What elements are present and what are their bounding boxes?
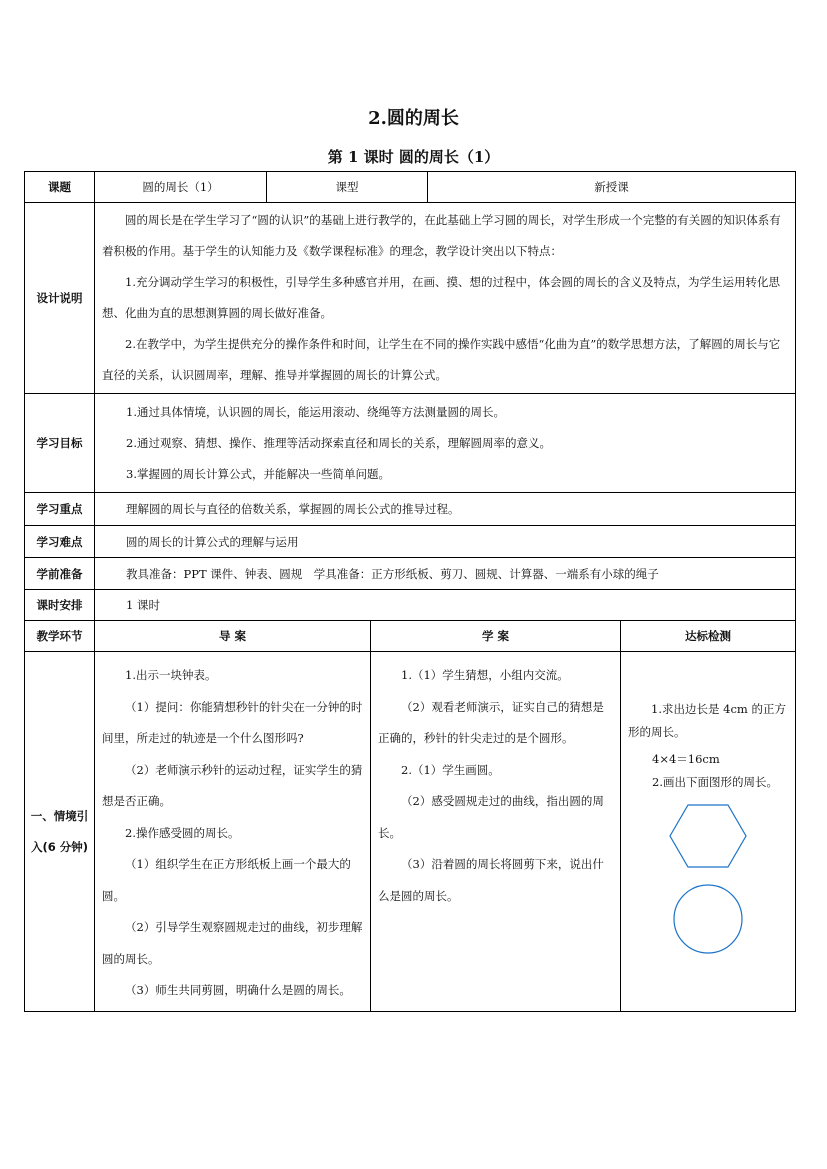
guide-line: （1）提问：你能猜想秒针的针尖在一分钟的时间里，所走过的轨迹是一个什么图形吗? bbox=[102, 699, 363, 745]
study-line: 2.（1）学生画圆。 bbox=[401, 762, 500, 777]
study-line: （2）感受圆规走过的曲线，指出圆的周长。 bbox=[378, 794, 604, 840]
prep-label: 学前准备 bbox=[25, 558, 95, 590]
check-line: 2.画出下面图形的周长。 bbox=[652, 775, 778, 789]
focus-label: 学习重点 bbox=[25, 493, 95, 526]
guide-column bbox=[95, 652, 371, 1012]
design-paragraph: 1.充分调动学生学习的积极性，引导学生多种感官并用，在画、摸、想的过程中，体会圆的周长的含义及特点，为学生运用转化思想、化曲为直的思想测算圆的周长做好准备。 bbox=[102, 275, 780, 320]
guide-line: （2）引导学生观察圆规走过的曲线，初步理解圆的周长。 bbox=[102, 920, 363, 966]
focus-row bbox=[25, 493, 796, 526]
guide-header: 导 案 bbox=[95, 621, 371, 652]
header-row bbox=[25, 172, 796, 203]
difficulty-text: 圆的周长的计算公式的理解与运用 bbox=[95, 526, 796, 558]
design-content bbox=[95, 203, 796, 394]
sections-header-row bbox=[25, 621, 796, 652]
check-line: 4×4＝16cm bbox=[652, 752, 720, 766]
schedule-label: 课时安排 bbox=[25, 590, 95, 621]
sections-label: 教学环节 bbox=[25, 621, 95, 652]
type-label: 课型 bbox=[267, 172, 428, 203]
goals-label: 学习目标 bbox=[25, 394, 95, 493]
topic-value: 圆的周长（1） bbox=[95, 172, 267, 203]
goal-item: 3.掌握圆的周长计算公式，并能解决一些简单问题。 bbox=[126, 466, 390, 481]
design-label: 设计说明 bbox=[25, 203, 95, 394]
guide-line: （3）师生共同剪圆，明确什么是圆的周长。 bbox=[125, 983, 351, 997]
hexagon-shape bbox=[668, 802, 748, 870]
phase1-row bbox=[25, 652, 796, 1012]
study-line: （3）沿着圆的周长将圆剪下来，说出什么是圆的周长。 bbox=[378, 857, 604, 903]
design-paragraph: 圆的周长是在学生学习了“圆的认识”的基础上进行教学的，在此基础上学习圆的周长，对学生形成一个完整的有关圆的知识体系有着积极的作用。基于学生的认知能力及《数学课程标准》的理念，教学设计突出以下特点： bbox=[102, 213, 781, 258]
check-line: 1.求出边长是 4cm 的正方形的周长。 bbox=[628, 702, 786, 739]
goals-content bbox=[95, 394, 796, 493]
check-column bbox=[621, 652, 796, 1012]
lesson-subtitle: 第 1 课时 圆的周长（1） bbox=[327, 148, 500, 166]
lesson-plan-table bbox=[24, 171, 796, 1012]
study-line: 1.（1）学生猜想，小组内交流。 bbox=[401, 668, 569, 682]
prep-row bbox=[25, 558, 796, 590]
goals-row bbox=[25, 394, 796, 493]
focus-text: 理解圆的周长与直径的倍数关系，掌握圆的周长公式的推导过程。 bbox=[95, 493, 796, 526]
guide-line: 1.出示一块钟表。 bbox=[125, 668, 217, 682]
goal-item: 2.通过观察、猜想、操作、推理等活动探索直径和周长的关系，理解圆周率的意义。 bbox=[126, 435, 551, 450]
circle-shape bbox=[670, 881, 746, 957]
schedule-row bbox=[25, 590, 796, 621]
study-line: （2）观看老师演示，证实自己的猜想是正确的，秒针的针尖走过的是个圆形。 bbox=[378, 699, 604, 745]
shapes-figure bbox=[628, 802, 788, 960]
design-paragraph: 2.在教学中，为学生提供充分的操作条件和时间，让学生在不同的操作实践中感悟“化曲为直”的数学思想方法，了解圆的周长与它直径的关系，认识圆周率，理解、推导并掌握圆的周长的计算公式。 bbox=[102, 337, 781, 382]
study-column bbox=[371, 652, 621, 1012]
goal-item: 1.通过具体情境，认识圆的周长，能运用滚动、绕绳等方法测量圆的周长。 bbox=[126, 404, 505, 419]
topic-label: 课题 bbox=[25, 172, 95, 203]
study-header: 学 案 bbox=[371, 621, 621, 652]
difficulty-label: 学习难点 bbox=[25, 526, 95, 558]
phase1-label: 一、情境引入(6 分钟) bbox=[25, 652, 95, 1012]
page-title: 2.圆的周长 bbox=[368, 108, 459, 129]
type-value: 新授课 bbox=[428, 172, 796, 203]
schedule-text: 1 课时 bbox=[95, 590, 796, 621]
guide-line: （2）老师演示秒针的运动过程，证实学生的猜想是否正确。 bbox=[102, 762, 363, 808]
prep-text: 教具准备：PPT 课件、钟表、圆规 学具准备：正方形纸板、剪刀、圆规、计算器、一端系有小球的绳子 bbox=[95, 558, 796, 590]
guide-line: 2.操作感受圆的周长。 bbox=[125, 825, 240, 840]
design-row bbox=[25, 203, 796, 394]
guide-line: （1）组织学生在正方形纸板上画一个最大的圆。 bbox=[102, 857, 351, 903]
check-header: 达标检测 bbox=[621, 621, 796, 652]
difficulty-row bbox=[25, 526, 796, 558]
